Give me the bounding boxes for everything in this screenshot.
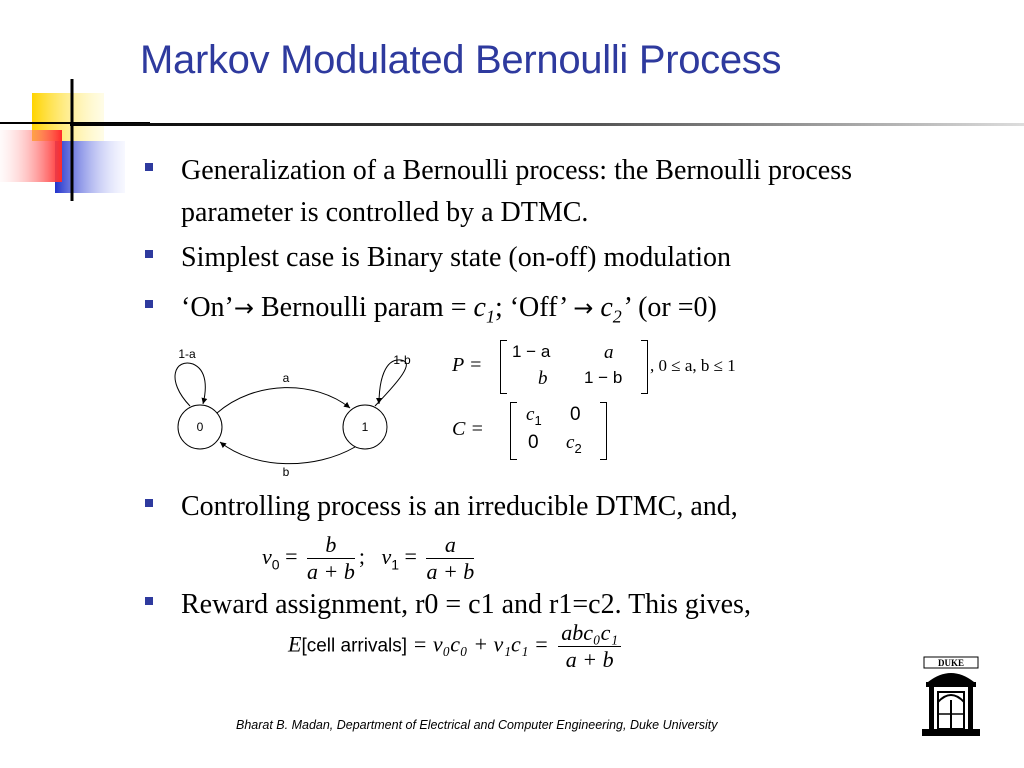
c-m12: 0 <box>570 404 581 425</box>
e-fraction <box>558 620 621 673</box>
p-condition: , 0 ≤ a, b ≤ 1 <box>650 356 736 375</box>
state-0-label: 0 <box>196 420 204 434</box>
e-denominator: a + b <box>565 647 614 672</box>
e-symbol: E <box>288 631 302 657</box>
e-numerator: abc₀c₁ <box>558 620 621 647</box>
semicolon: ; <box>358 543 376 569</box>
state-diagram <box>165 340 425 485</box>
bullet-marker <box>145 250 153 258</box>
c2-symbol: c <box>600 292 613 323</box>
bullet-2-text: Simplest case is Binary state (on-off) modulation <box>181 242 732 273</box>
stationary-prob-equation <box>262 532 478 585</box>
c-bracket-right <box>600 402 607 460</box>
p-m11: 1 − a <box>512 342 551 361</box>
edge-0-to-1 <box>217 388 350 413</box>
on-label: ‘On’ <box>181 292 234 323</box>
c-m11-sym: c <box>526 404 535 425</box>
bullet-4-text: Controlling process is an irreducible DTMC, and, <box>181 491 738 522</box>
v0-denominator: a + b <box>306 559 355 584</box>
tail-label: (or =0) <box>631 292 717 323</box>
bullet-3-text <box>181 287 941 338</box>
p-bracket-right <box>641 340 648 394</box>
v1-equals: = <box>404 543 423 569</box>
v0-numerator: b <box>307 532 355 559</box>
edge-b-label: b <box>282 465 290 479</box>
c-m22 <box>566 432 582 456</box>
expected-arrivals-equation <box>288 620 625 673</box>
duke-logo-text: DUKE <box>937 658 965 668</box>
c-m11-sub: 1 <box>534 412 542 428</box>
c1-symbol: c <box>473 292 486 323</box>
param-label: Bernoulli param = <box>253 292 474 323</box>
arrow-icon: → <box>573 294 594 322</box>
c1-sub: 1 <box>485 306 495 327</box>
v0-equals: = <box>285 543 303 569</box>
footer-text: Bharat B. Madan, Department of Electrical and Computer Engineering, Duke University <box>236 718 718 732</box>
bullet-marker <box>145 597 153 605</box>
v0-sym: v <box>262 543 272 569</box>
v1-lhs <box>381 543 400 572</box>
self-loop-0 <box>175 363 205 406</box>
self-loop-1-label: 1-b <box>393 353 411 367</box>
c-m22-sym: c <box>566 432 575 453</box>
p-m21: b <box>538 368 548 389</box>
self-loop-0-label: 1-a <box>178 347 196 361</box>
v1-sub: 1 <box>391 555 400 572</box>
slide-title: Markov Modulated Bernoulli Process <box>140 38 782 82</box>
v0-fraction <box>307 532 355 585</box>
v0-sub: 0 <box>271 555 280 572</box>
corner-decoration <box>0 75 150 205</box>
off-label: ; ‘Off’ <box>494 292 574 323</box>
bullet-1-text: Generalization of a Bernoulli process: the Bernoulli process parameter is controlled by a DTMC. <box>181 155 853 228</box>
title-underline <box>70 123 1024 126</box>
arrow-icon: → <box>233 294 254 322</box>
edge-1-to-0 <box>220 442 355 464</box>
c2-sub: 2 <box>612 306 622 327</box>
c2-tail: ’ <box>621 292 632 323</box>
bullet-5-text: Reward assignment, r0 = c1 and r1=c2. This gives, <box>181 589 751 620</box>
c-bracket-left <box>510 402 517 460</box>
p-lhs: P = <box>452 354 483 376</box>
v1-denominator: a + b <box>426 559 475 584</box>
bullet-marker <box>145 163 153 171</box>
c-lhs: C = <box>452 418 484 440</box>
edge-a-label: a <box>282 371 290 385</box>
e-middle: = v₀c₀ + v₁c₁ = <box>412 631 549 657</box>
p-m12: a <box>604 342 614 363</box>
e-bracket-text: [cell arrivals] <box>301 635 408 657</box>
c-m21: 0 <box>528 432 539 453</box>
v1-numerator: a <box>426 532 474 559</box>
bullet-marker <box>145 300 153 308</box>
c-m11 <box>526 404 542 428</box>
duke-logo <box>918 656 984 738</box>
v1-fraction <box>426 532 474 585</box>
p-m22: 1 − b <box>584 368 623 387</box>
state-1-label: 1 <box>361 420 369 434</box>
bullet-marker <box>145 499 153 507</box>
p-bracket-left <box>500 340 507 394</box>
c-m22-sub: 2 <box>574 440 582 456</box>
v1-sym: v <box>381 543 392 569</box>
v0-lhs <box>262 543 280 572</box>
